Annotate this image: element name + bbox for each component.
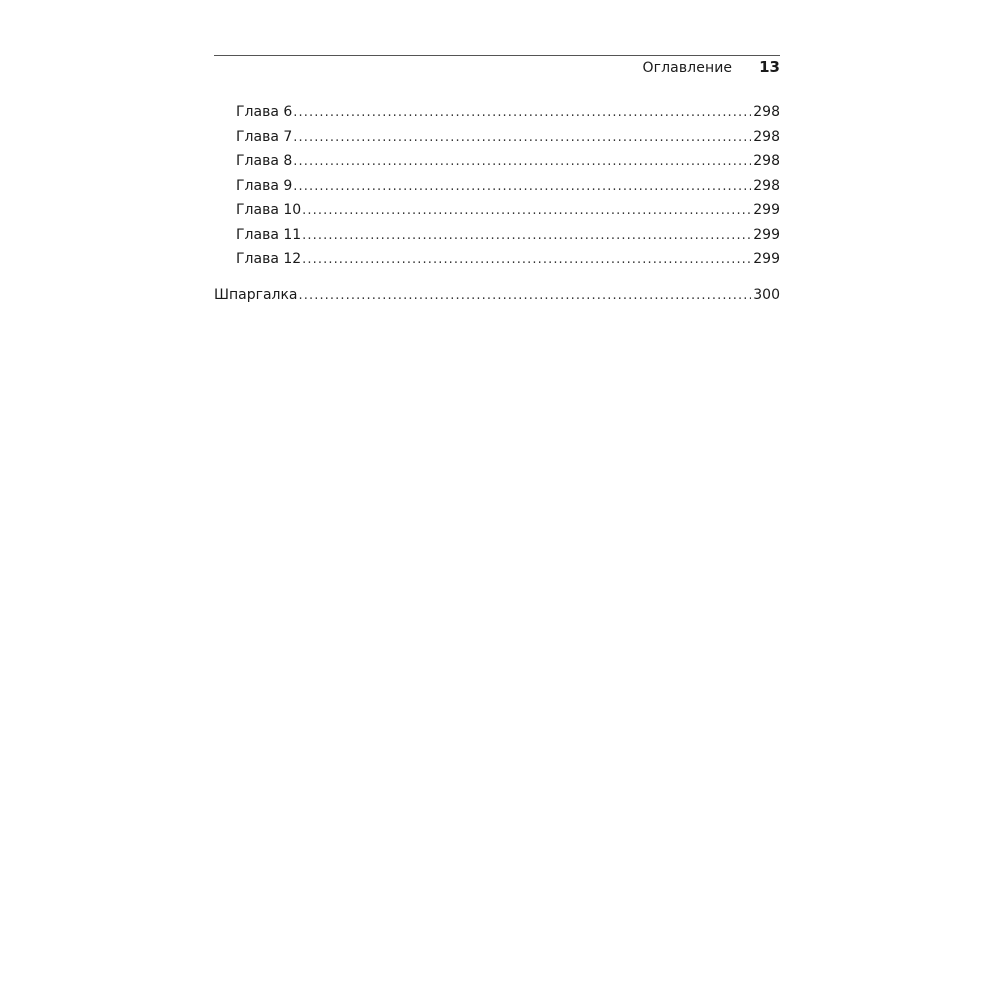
toc-entry[interactable]	[214, 100, 780, 125]
header-rule	[214, 55, 780, 56]
toc-entry[interactable]	[214, 174, 780, 199]
toc-entry-page: 298	[753, 128, 780, 145]
toc-entry-page: 298	[753, 177, 780, 194]
toc-entry-page: 299	[753, 251, 780, 267]
table-of-contents	[214, 100, 780, 307]
toc-entry-page: 300	[753, 286, 780, 303]
toc-entry[interactable]	[214, 198, 780, 223]
toc-entry[interactable]	[214, 283, 780, 308]
toc-dot-leader	[293, 150, 751, 174]
toc-entry-label: Глава 12	[236, 251, 302, 267]
toc-entry[interactable]	[214, 125, 780, 150]
toc-dot-leader	[302, 224, 751, 248]
toc-entry-page: 299	[753, 226, 780, 243]
toc-entry-label: Глава 6	[236, 104, 293, 120]
toc-dot-leader	[293, 175, 751, 199]
running-header-title: Оглавление	[642, 60, 733, 76]
toc-entry-page: 299	[753, 202, 780, 218]
toc-entry-label: Глава 8	[236, 153, 293, 169]
toc-entry-label: Шпаргалка	[214, 286, 298, 303]
toc-entry[interactable]	[214, 223, 780, 248]
toc-dot-leader	[302, 199, 751, 223]
toc-dot-leader	[293, 126, 751, 150]
toc-entry-label: Глава 10	[236, 202, 302, 218]
toc-entry[interactable]	[214, 247, 780, 272]
toc-entry-page: 298	[753, 153, 780, 169]
toc-dot-leader	[293, 101, 751, 125]
toc-dot-leader	[302, 248, 751, 272]
running-header	[214, 58, 780, 80]
toc-entry-page: 298	[753, 104, 780, 120]
toc-entry[interactable]	[214, 149, 780, 174]
toc-entry-label: Глава 9	[236, 177, 293, 194]
toc-entry-label: Глава 11	[236, 226, 302, 243]
toc-entry-label: Глава 7	[236, 128, 293, 145]
page-number: 13	[759, 58, 780, 76]
toc-dot-leader	[299, 284, 752, 308]
